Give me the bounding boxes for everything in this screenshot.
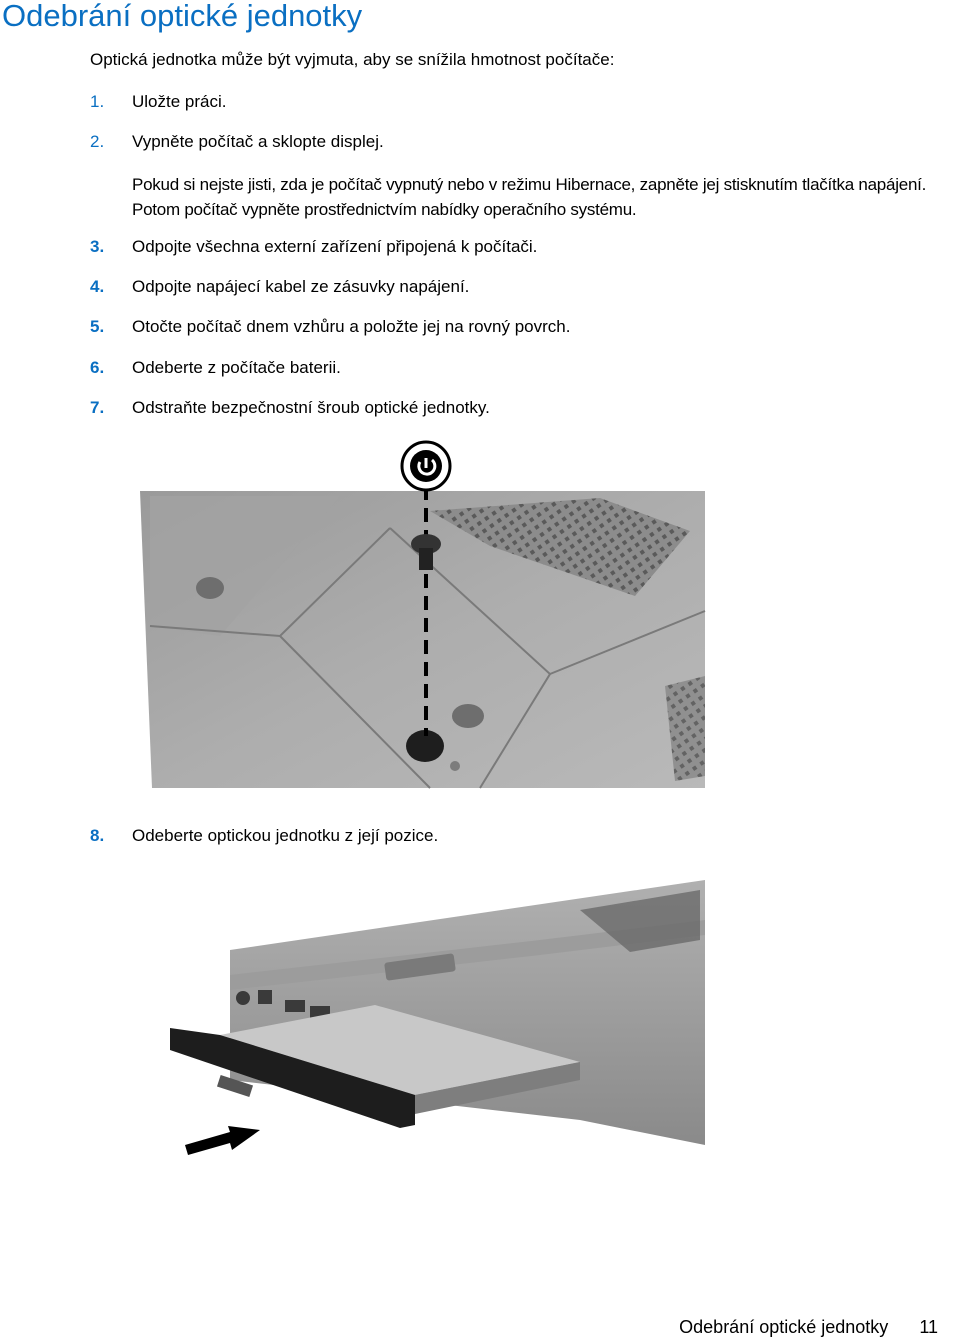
footer-section-title: Odebrání optické jednotky [679, 1317, 889, 1337]
step-number: 5. [90, 317, 105, 336]
step-number: 4. [90, 277, 105, 296]
usb-port-icon [285, 1000, 305, 1012]
page-footer [679, 1317, 938, 1338]
step-text: Otočte počítač dnem vzhůru a položte jej na rovný povrch. [132, 317, 571, 336]
step-number: 3. [90, 237, 105, 256]
step-text: Vypněte počítač a sklopte displej. [132, 132, 384, 151]
step-number: 6. [90, 358, 105, 377]
network-port-icon [258, 990, 272, 1004]
step-text: Odeberte optickou jednotku z její pozice. [132, 826, 439, 845]
rubber-foot [452, 704, 484, 728]
step-text: Odeberte z počítače baterii. [132, 358, 341, 377]
intro-text: Optická jednotka může být vyjmuta, aby se snížila hmotnost počítače: [90, 50, 615, 69]
page-number: 11 [919, 1317, 938, 1337]
audio-port-icon [236, 991, 250, 1005]
page-title: Odebrání optické jednotky [2, 0, 363, 33]
step-number: 8. [90, 826, 105, 845]
step-number: 2. [90, 132, 105, 151]
step-number: 7. [90, 398, 105, 417]
step-number: 1. [90, 92, 105, 111]
step-text: Uložte práci. [132, 92, 227, 111]
screw-removal-illustration [130, 436, 710, 796]
step-text: Odpojte napájecí kabel ze zásuvky napájení. [132, 277, 470, 296]
arrow-left-icon [185, 1126, 260, 1155]
drive-removal-illustration [160, 880, 710, 1170]
hibernation-note: Pokud si nejste jisti, zda je počítač vypnutý nebo v režimu Hibernace, zapněte jej stisknutím tlačítka napájení. Potom počítač vypněte prostřednictvím nabídky operačního systému. [132, 175, 927, 219]
rubber-foot [196, 577, 224, 599]
step-text: Odpojte všechna externí zařízení připojená k počítači. [132, 237, 538, 256]
step-text: Odstraňte bezpečnostní šroub optické jednotky. [132, 398, 490, 417]
